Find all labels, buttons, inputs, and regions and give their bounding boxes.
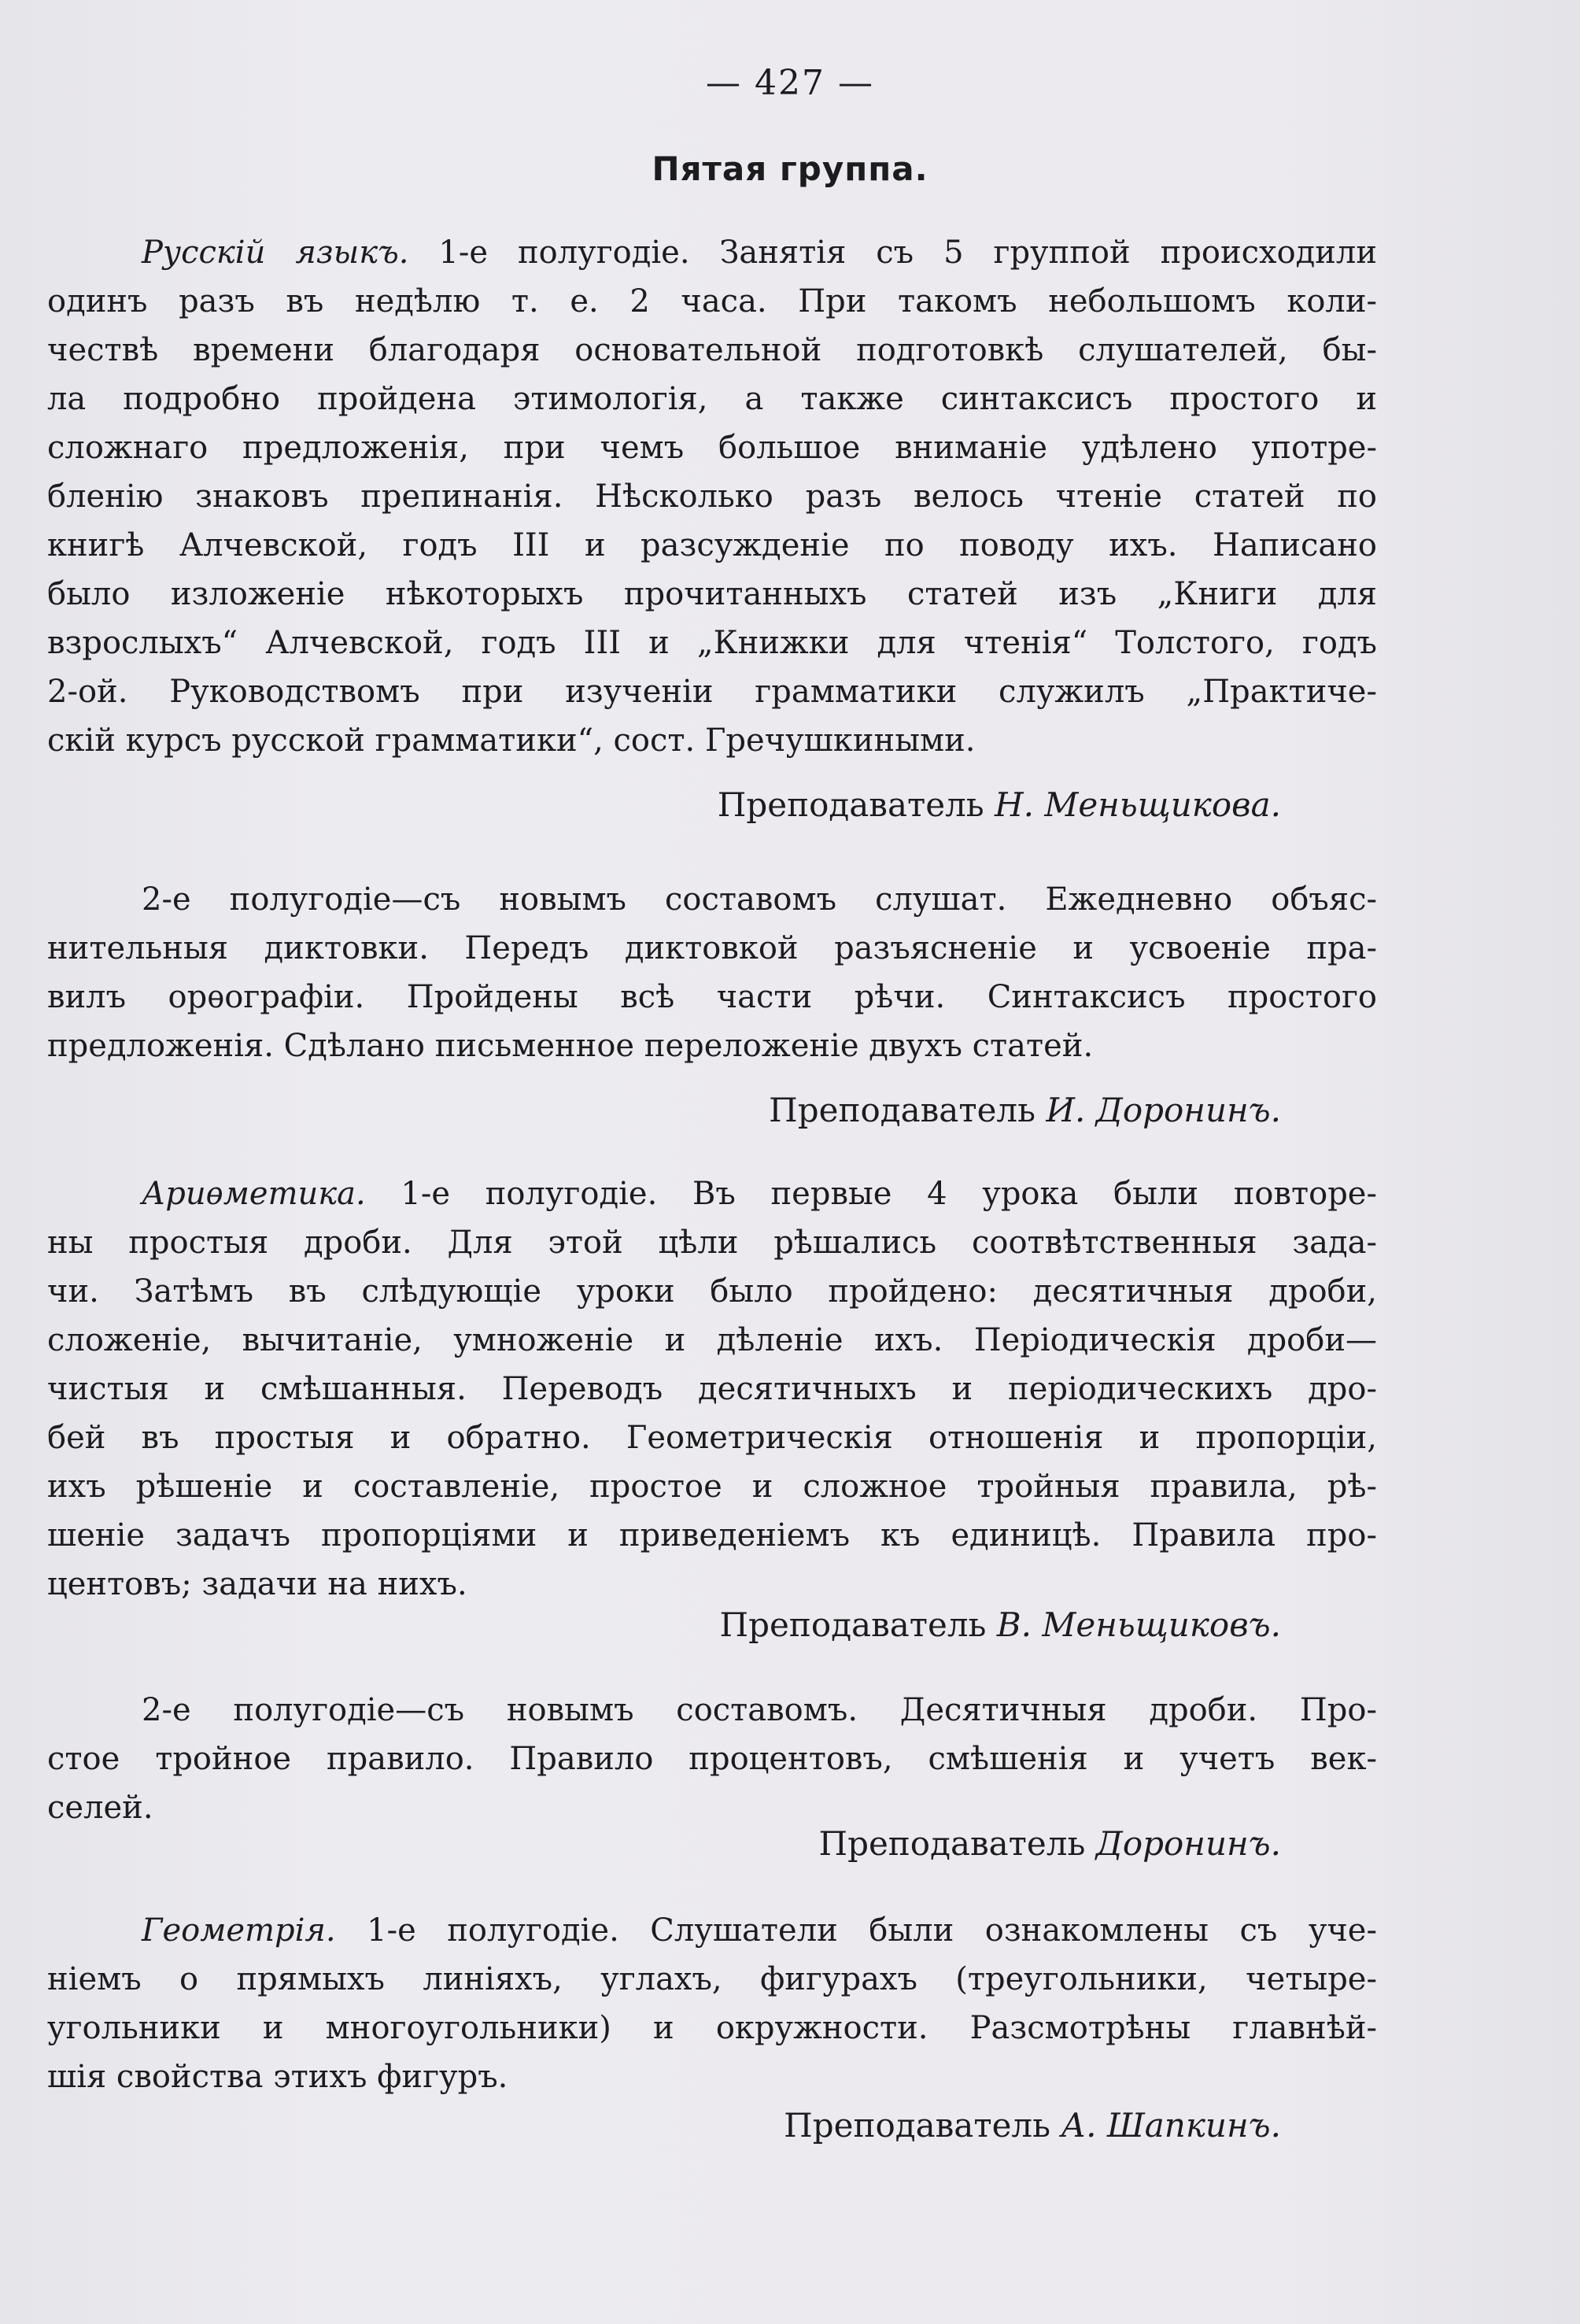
paragraph-line: чистыя и смѣшанныя. Переводъ десятичныхъ и періодическихъ дро- (47, 1371, 1377, 1407)
paragraph-line: угольники и многоугольники) и окружности. Разсмотрѣны главнѣй- (47, 2010, 1377, 2046)
paragraph-line: шія свойства этихъ фигуръ. (47, 2059, 508, 2095)
section-heading: Пятая группа. (652, 150, 928, 188)
paragraph-line: чествѣ времени благодаря основательной подготовкѣ слушателей, бы- (47, 332, 1377, 368)
signature-geometry-1 (784, 2106, 1281, 2145)
paragraph-line: взрослыхъ“ Алчевской, годъ III и „Книжки для чтенія“ Толстого, годъ (47, 625, 1377, 661)
paragraph-line: шеніе задачъ пропорціями и приведеніемъ къ единицѣ. Правила про- (47, 1517, 1377, 1554)
paragraph-line: ла подробно пройдена этимологія, а также синтаксисъ простого и (47, 381, 1377, 417)
paragraph-line: вилъ орѳографіи. Пройдены всѣ части рѣчи. Синтаксисъ простого (47, 979, 1377, 1015)
subject-lead: Русскій языкъ. (142, 235, 409, 271)
paragraph-line: селей. (47, 1790, 153, 1826)
signature-arithmetic-2 (818, 1824, 1281, 1863)
signature-russian-2 (769, 1091, 1281, 1129)
page-number: — 427 — (706, 63, 874, 103)
paragraph-russian-1 (47, 228, 1377, 765)
paragraph-arithmetic-2 (47, 1686, 1377, 1832)
paragraph-line: бей въ простыя и обратно. Геометрическія отношенія и пропорціи, (47, 1420, 1377, 1456)
paragraph-line: было изложеніе нѣкоторыхъ прочитанныхъ статей изъ „Книги для (47, 576, 1377, 612)
paragraph-line: одинъ разъ въ недѣлю т. е. 2 часа. При такомъ небольшомъ коли- (47, 283, 1377, 320)
paragraph-line: Русскій языкъ. 1-е полугодіе. Занятія съ 5 группой происходили (142, 235, 1378, 271)
subject-lead: Ариѳметика. (142, 1176, 366, 1212)
paragraph-line: нительныя диктовки. Передъ диктовкой разъясненіе и усвоеніе пра- (47, 930, 1377, 966)
paragraph-line: сложеніе, вычитаніе, умноженіе и дѣленіе ихъ. Періодическія дроби— (47, 1322, 1377, 1358)
signature-label: Преподаватель (784, 2106, 1050, 2145)
signature-name: А. Шапкинъ. (1061, 2106, 1281, 2145)
signature-label: Преподаватель (719, 1605, 987, 1644)
paragraph-line: скій курсъ русской грамматики“, сост. Гречушкиными. (47, 722, 976, 759)
paragraph-line: ны простыя дроби. Для этой цѣли рѣшались соотвѣтственныя зада- (47, 1225, 1377, 1261)
paragraph-line: 2-е полугодіе—съ новымъ составомъ. Десятичныя дроби. Про- (142, 1692, 1377, 1728)
signature-name: И. Доронинъ. (1046, 1091, 1281, 1129)
paragraph-line: ихъ рѣшеніе и составленіе, простое и сложное тройныя правила, рѣ- (47, 1469, 1377, 1505)
signature-russian-1 (718, 785, 1281, 824)
paragraph-geometry-1 (47, 1906, 1377, 2101)
subject-lead: Геометрія. (142, 1912, 336, 1949)
signature-name: Н. Меньщикова. (994, 785, 1281, 824)
paragraph-line: предложенія. Сдѣлано письменное переложеніе двухъ статей. (47, 1028, 1094, 1064)
paragraph-line: книгѣ Алчевской, годъ III и разсужденіе по поводу ихъ. Написано (47, 527, 1377, 563)
paragraph-line: стое тройное правило. Правило процентовъ, смѣшенія и учетъ век- (47, 1741, 1377, 1777)
paragraph-line: Геометрія. 1-е полугодіе. Слушатели были ознакомлены съ уче- (142, 1912, 1377, 1949)
signature-label: Преподаватель (717, 785, 984, 824)
paragraph-arithmetic-1 (47, 1169, 1377, 1609)
paragraph-line: ніемъ о прямыхъ линіяхъ, углахъ, фигурахъ (треугольники, четыре- (47, 1961, 1377, 1997)
paragraph-line: чи. Затѣмъ въ слѣдующіе уроки было пройдено: десятичныя дроби, (47, 1273, 1377, 1310)
paragraph-line: сложнаго предложенія, при чемъ большое вниманіе удѣлено употре- (47, 430, 1377, 466)
paragraph-line: 2-е полугодіе—съ новымъ составомъ слушат. Ежедневно объяс- (142, 881, 1377, 918)
paragraph-line: Ариѳметика. 1-е полугодіе. Въ первые 4 урока были повторе- (142, 1176, 1377, 1212)
signature-name: В. Меньщиковъ. (996, 1605, 1281, 1644)
signature-label: Преподаватель (818, 1824, 1086, 1863)
signature-name: Доронинъ. (1095, 1824, 1281, 1863)
paragraph-line: бленію знаковъ препинанія. Нѣсколько разъ велось чтеніе статей по (47, 478, 1377, 515)
signature-arithmetic-1 (720, 1605, 1281, 1644)
paragraph-line: центовъ; задачи на нихъ. (47, 1566, 467, 1602)
paragraph-russian-2 (47, 875, 1377, 1070)
paragraph-line: 2-ой. Руководствомъ при изученіи грамматики служилъ „Практиче- (47, 674, 1377, 710)
signature-label: Преподаватель (769, 1091, 1035, 1129)
